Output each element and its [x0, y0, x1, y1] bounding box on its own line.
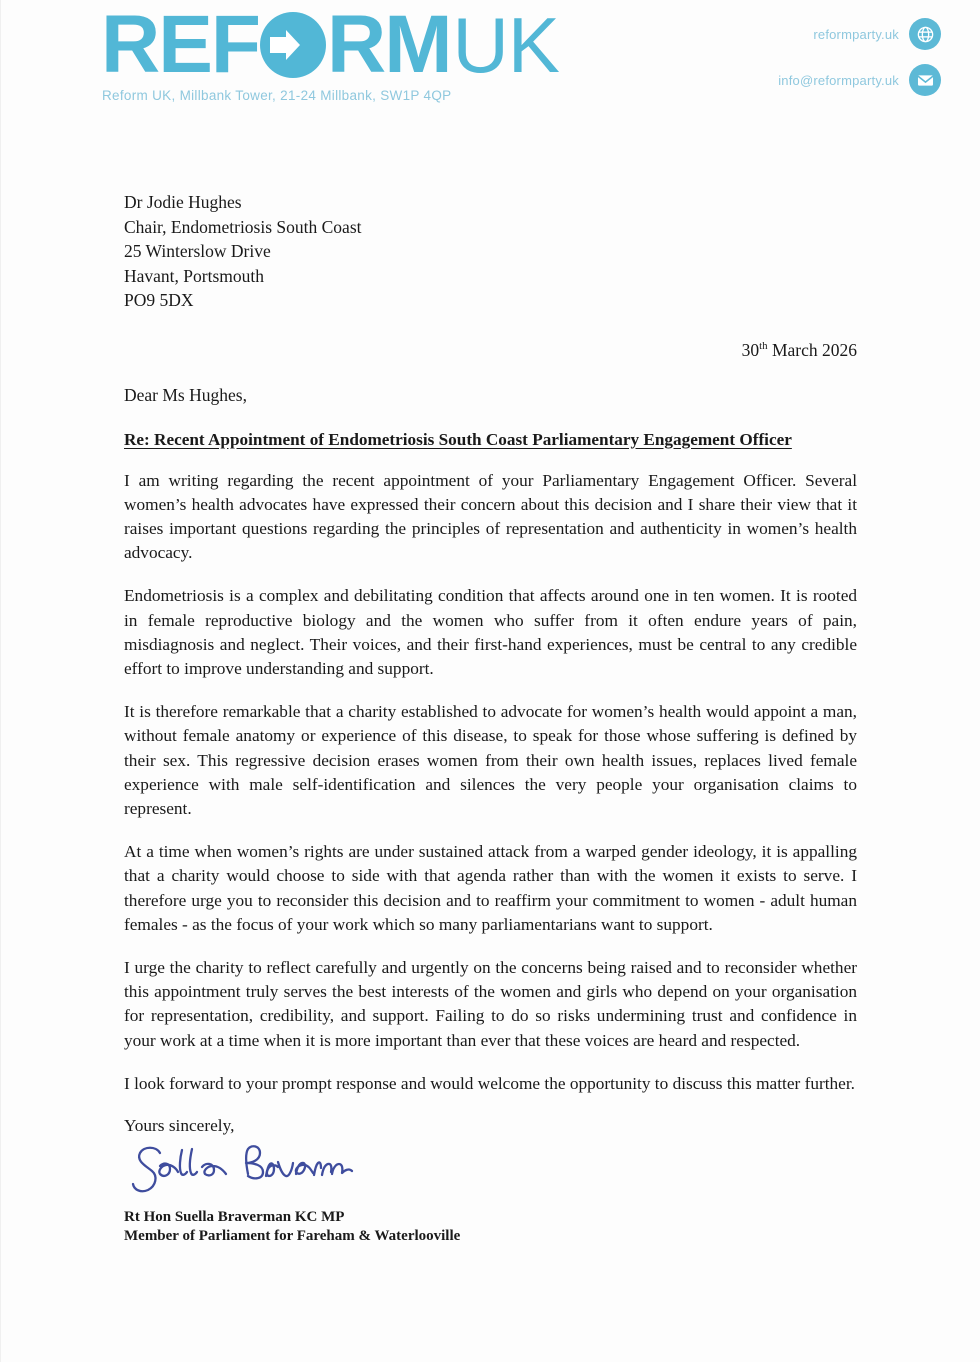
paragraph: It is therefore remarkable that a charity established to advocate for women’s health would appoint a man, without female anatomy or experience of this disease, to speak for those whose suffering is defined by their sex. This regressive decision erases women from their own health issues, replaces lived female experience with male self-identification and silences the very people your organisation claims to represent.	[124, 702, 857, 818]
subject-line: Re: Recent Appointment of Endometriosis South Coast Parliamentary Engagement Officer	[124, 429, 792, 449]
addressee-line: Dr Jodie Hughes	[124, 192, 242, 212]
right-arrow-icon	[268, 28, 302, 62]
contact-email-text: info@reformparty.uk	[778, 72, 899, 88]
logo-arrow-circle-icon	[260, 12, 326, 78]
signoff-name: Rt Hon Suella Braverman KC MP	[124, 1208, 345, 1225]
reform-uk-logo	[101, 0, 559, 90]
paragraph: I look forward to your prompt response and would welcome the opportunity to discuss this matter further.	[124, 1073, 855, 1093]
logo-text-ref: REF	[101, 0, 259, 90]
addressee-line: 25 Winterslow Drive	[124, 241, 271, 261]
signoff-title: Member of Parliament for Fareham & Waterlooville	[124, 1227, 461, 1244]
paragraph: I am writing regarding the recent appointment of your Parliamentary Engagement Officer. Several women’s health advocates have expressed their concern about this decision and I share their view that it raises important questions regarding the principles of representation and authenticity in women’s health advocacy.	[124, 470, 857, 563]
addressee-block	[124, 190, 857, 313]
paragraph: Endometriosis is a complex and debilitating condition that affects around one in ten women. It is rooted in female reproductive biology and the women who suffer from it often endure years of pain, misdiagnosis and neglect. Their voices, and their first-hand experiences, must be central to any credible effort to improve understanding and support.	[124, 586, 857, 678]
logo-text-uk: UK	[452, 1, 559, 89]
handwritten-signature-icon	[126, 1140, 356, 1206]
signoff-block	[124, 1208, 857, 1246]
salutation: Dear Ms Hughes,	[124, 384, 247, 405]
closing-line: Yours sincerely,	[124, 1115, 235, 1135]
letterhead-address: Reform UK, Millbank Tower, 21-24 Millbank, SW1P 4QP	[102, 88, 452, 103]
date-ordinal: th	[759, 339, 768, 352]
contact-email[interactable]	[778, 64, 941, 96]
addressee-line: Chair, Endometriosis South Coast	[124, 216, 362, 237]
letterhead-contacts	[778, 18, 941, 96]
letterhead	[1, 0, 980, 118]
date-day: 30	[741, 339, 760, 360]
logo-wordmark	[101, 0, 559, 90]
paragraph: I urge the charity to reflect carefully and urgently on the concerns being raised and to reconsider whether this appointment truly serves the best interests of the women and girls who depend on your organisation for representation, credibility, and support. Failing to do so risks undermining trust and confidence in your work at a time when it is more important than ever that these voices are heard and respected.	[124, 957, 857, 1050]
paragraph: At a time when women’s rights are under sustained attack from a warped gender ideology, it is appalling that a charity would choose to side with that agenda rather than with the women it exists to serve. I therefore urge you to reconsider this decision and to reaffirm your commitment to women - adult human females - as the focus of your work which so many parliamentarians want to support.	[124, 842, 857, 934]
globe-icon	[909, 18, 941, 50]
date-rest: March 2026	[767, 339, 857, 360]
contact-website-text: reformparty.uk	[813, 26, 899, 42]
signature	[124, 1140, 857, 1206]
addressee-line: Havant, Portsmouth	[124, 265, 264, 286]
addressee-line: PO9 5DX	[124, 290, 194, 310]
letter-date	[124, 340, 857, 361]
envelope-icon	[909, 64, 941, 96]
contact-website[interactable]	[813, 18, 941, 50]
logo-text-rm: RM	[327, 0, 451, 90]
letter-body	[124, 190, 857, 1246]
